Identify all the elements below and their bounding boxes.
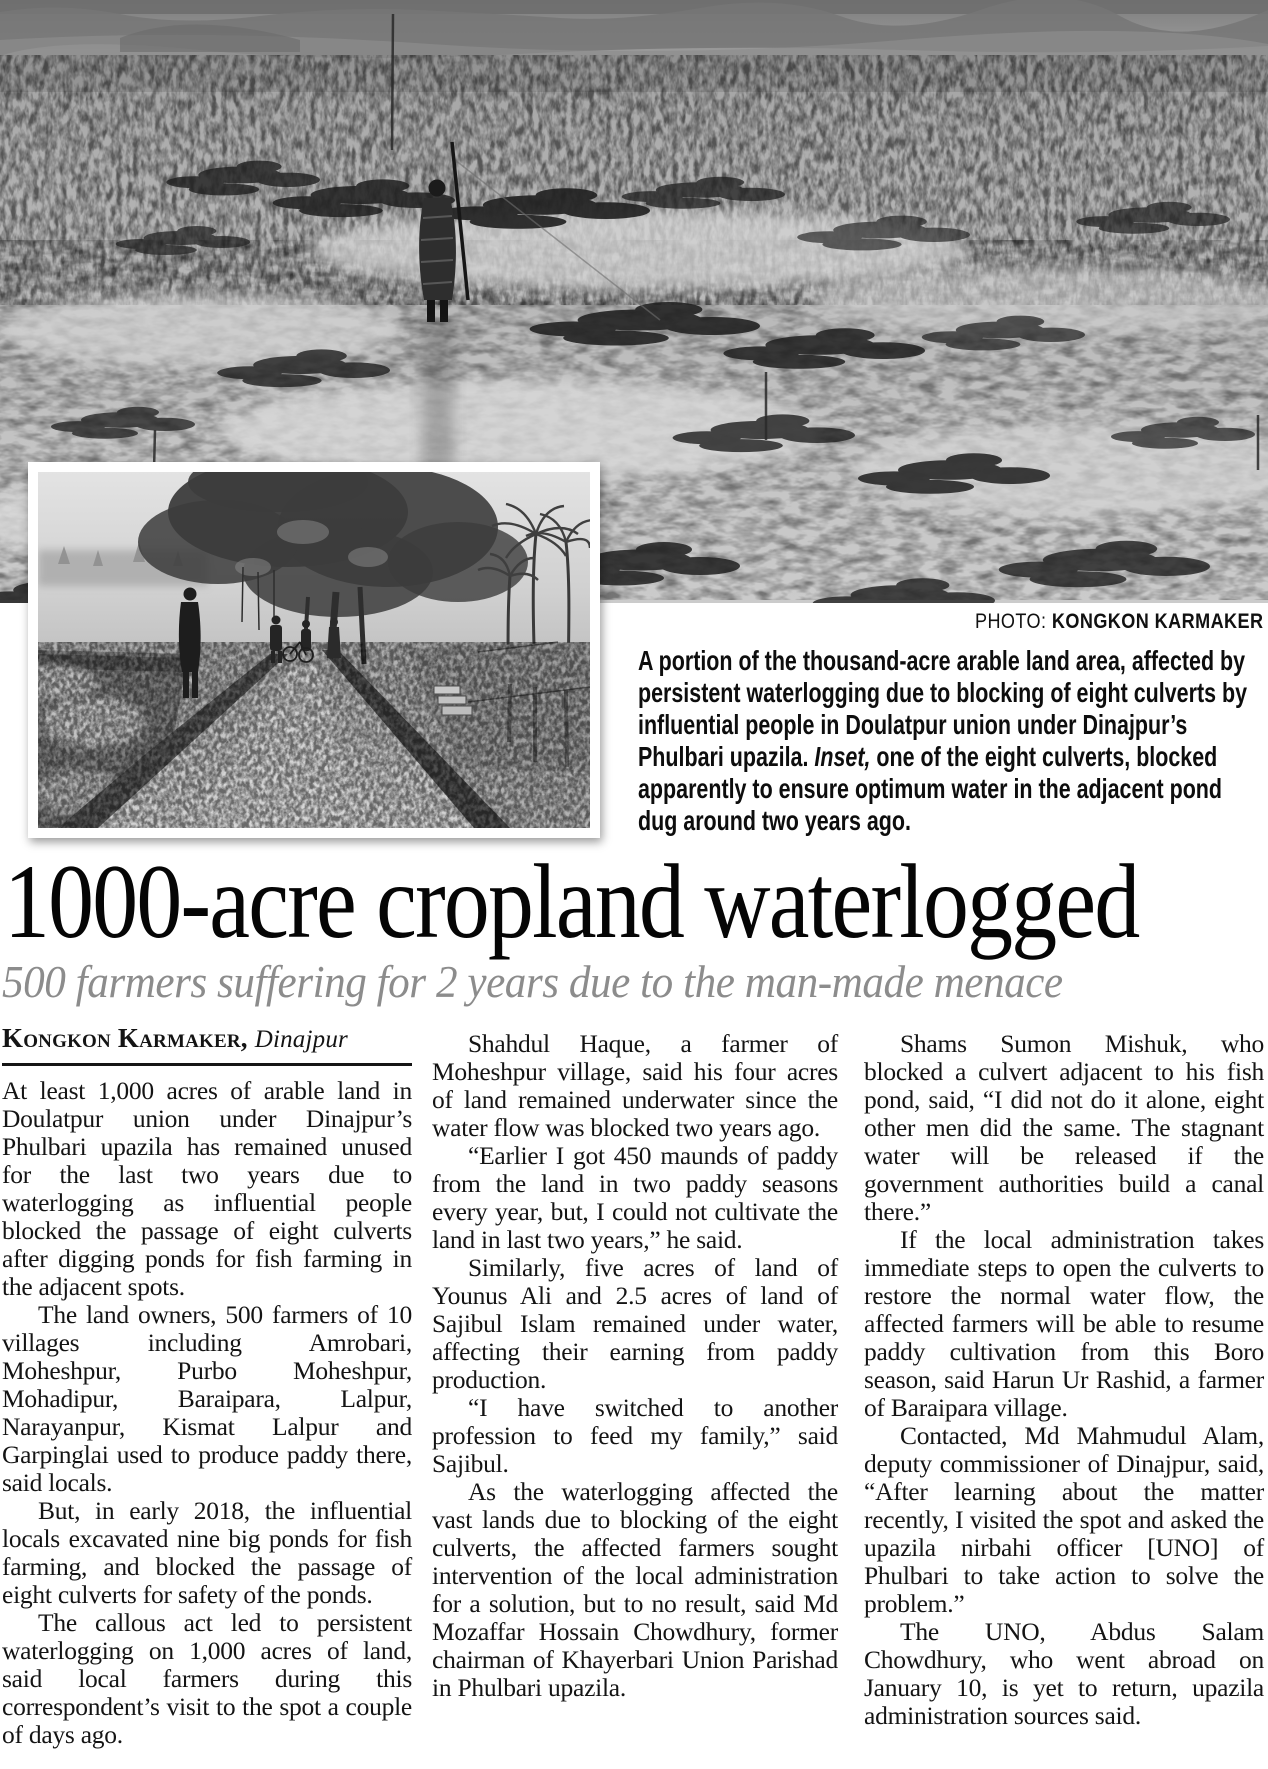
- byline-location: Dinajpur: [254, 1026, 348, 1053]
- article-paragraph: The callous act led to persistent waterlogging on 1,000 acres of land, said local farmers during this correspondent’s visit to the spot a couple of days ago.: [2, 1608, 412, 1749]
- column-1-paragraphs: [2, 1077, 412, 1749]
- article-paragraph: “I have switched to another profession to feed my family,” said Sajibul.: [432, 1393, 838, 1478]
- caption-text-2: one of the eight culverts, blocked apparently to ensure optimum water in the adjacent pond dug around two years ago.: [638, 741, 1223, 836]
- article-paragraph: At least 1,000 acres of arable land in Doulatpur union under Dinajpur’s Phulbari upazila has remained unused for the last two years due to waterlogging as influential people blocked the passage of eight culverts after digging ponds for fish farming in the adjacent spots.: [2, 1076, 412, 1301]
- inset-photo-village-road: [28, 462, 600, 838]
- subheadline-text: 500 farmers suffering for 2 years due to the man-made menace: [2, 957, 1063, 1007]
- article-paragraph: As the waterlogging affected the vast lands due to blocking of the eight culverts, the affected farmers sought intervention of the local administration for a solution, but to no result, said Md Mozaffar Hossain Chowdhury, former chairman of Khayerbari Union Parishad in Phulbari upazila.: [432, 1477, 838, 1702]
- article-subheadline: [2, 958, 1268, 1008]
- article-column-1: [2, 1022, 412, 1749]
- article-column-2: [432, 1030, 838, 1702]
- article-headline: [4, 843, 1268, 960]
- article-paragraph: Contacted, Md Mahmudul Alam, deputy commissioner of Dinajpur, said, “After learning about the matter recently, I visited the spot and asked the upazila nirbahi officer [UNO] of Phulbari to take action to solve the problem.”: [864, 1421, 1264, 1618]
- photo-credit: [620, 610, 1263, 634]
- article-paragraph: If the local administration takes immediate steps to open the culverts to restore the normal water flow, the affected farmers will be able to resume paddy cultivation from this Boro season, said Harun Ur Rashid, a farmer of Baraipara village.: [864, 1225, 1264, 1422]
- photo-credit-name: KONGKON KARMAKER: [1051, 610, 1263, 633]
- article-paragraph: Similarly, five acres of land of Younus Ali and 2.5 acres of land of Sajibul Islam remained under water, affecting their earning from paddy production.: [432, 1253, 838, 1394]
- caption-text-1: A portion of the thousand-acre arable land area, affected by persistent waterlogging due to blocking of eight culverts by influential people in Doulatpur union under Dinajpur’s Phulbari upazila.: [638, 645, 1248, 772]
- column-3-paragraphs: [864, 1030, 1264, 1730]
- article-paragraph: Shams Sumon Mishuk, who blocked a culvert adjacent to his fish pond, said, “I did not do it alone, eight other men did the same. The stagnant water will be released if the government authorities build a canal there.”: [864, 1029, 1264, 1226]
- photo-credit-label: PHOTO:: [974, 610, 1046, 633]
- article-paragraph: Shahdul Haque, a farmer of Moheshpur village, said his four acres of land remained underwater since the water flow was blocked two years ago.: [432, 1029, 838, 1142]
- caption-inset-word: Inset,: [814, 741, 871, 772]
- byline: [2, 1022, 412, 1056]
- column-2-paragraphs: [432, 1030, 838, 1702]
- article-paragraph: The land owners, 500 farmers of 10 villages including Amrobari, Moheshpur, Purbo Moheshpur, Mohadipur, Baraipara, Lalpur, Narayanpur, Kismat Lalpur and Garpinglai used to produce paddy there, said locals.: [2, 1300, 412, 1497]
- inset-photo-image: [38, 472, 590, 828]
- byline-author: Kongkon Karmaker,: [2, 1023, 248, 1053]
- article-paragraph: “Earlier I got 450 maunds of paddy from the land in two paddy seasons every year, but, I could not cultivate the land in last two years,” he said.: [432, 1141, 838, 1254]
- article-paragraph: But, in early 2018, the influential locals excavated nine big ponds for fish farming, and blocked the passage of eight culverts for safety of the ponds.: [2, 1496, 412, 1609]
- article-column-3: [864, 1030, 1264, 1730]
- byline-rule: [2, 1063, 412, 1066]
- headline-text: 1000-acre cropland waterlogged: [4, 843, 1139, 960]
- article-paragraph: The UNO, Abdus Salam Chowdhury, who went abroad on January 10, is yet to return, upazila administration sources said.: [864, 1617, 1264, 1730]
- photo-caption: [638, 645, 1268, 837]
